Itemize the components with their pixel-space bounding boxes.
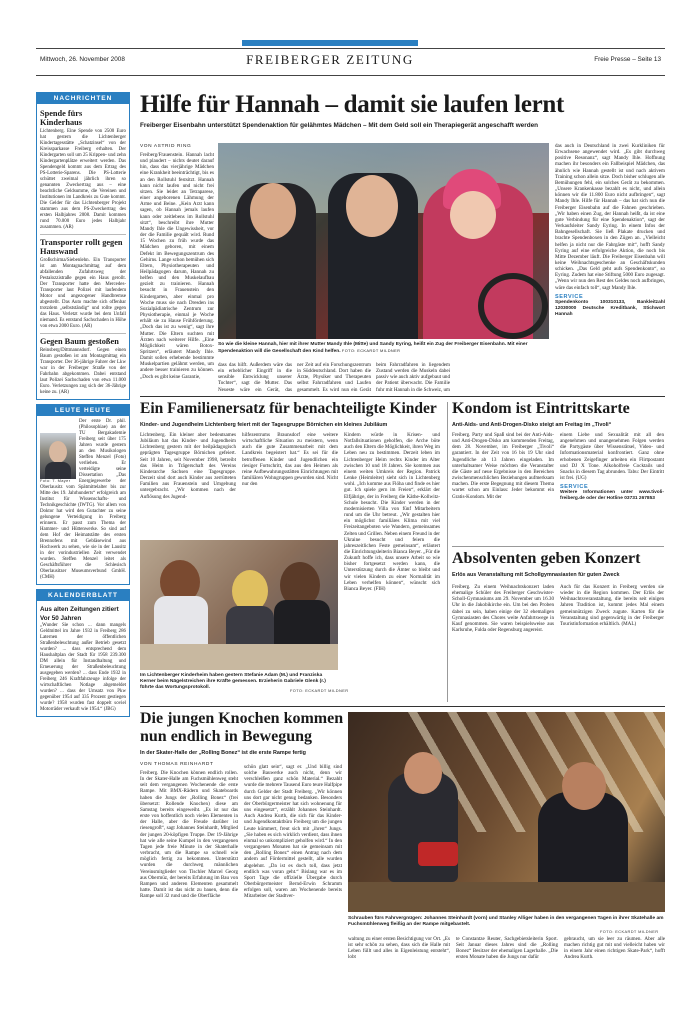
knochen-headline-2: nun endlich in Bewegung <box>140 728 313 745</box>
lead-column-4: beim Fahrradfahren in liegendem Zustand werden die Muskeln dabei passiv wie auch aktiv aufgebaut und der Patient überwacht. Die Familie fuhr mit Hannah in die Schweiz, um <box>376 362 450 392</box>
brief-body: Großschirma/Siebenlehn. Ein Transporter ist am Montagnachmittag auf dem abfallenden Zufahrtsweg der Pestalozzistraße gegen ein Haus gerollt. Der Transporter hatte den Mercedes-Transporter laut Polizei mit laufendem Motor und angezogener Handbremse abgestellt. Das Auto machte sich offenbar trotzdem „selbstständig“ und rollte gegen das Haus. Verletzt wurde bei dem Unfall niemand. Es entstand Sachschaden in Höhe von etwa 2000 Euro. (AR) <box>40 258 126 329</box>
lead-photo-credit: FOTO: ECKARDT MILDNER <box>341 348 401 353</box>
lead-column-3: ner Zeit auf ein Forschungszentrum in Süddeutschland. Dort haben die Ärzte, Physiker und Therapeuten selbst Fahrradfahren und Laufen gesammelt. Es wird nun ein Gerät <box>297 362 371 392</box>
issue-date: Mittwoch, 26. November 2008 <box>40 56 125 63</box>
kondom-service-title: SERVICE <box>560 484 589 491</box>
konzert-headline: Absolventen geben Konzert <box>452 550 641 567</box>
kondom-column-1: Freiberg. Party und Spaß sind bei der Anti-Aids- und Anti-Drogen-Disko am kommenden Freitag, dem 28. November, im Freiberger „Tivoli“ garantiert. In der Zeit von 16 bis 19 Uhr sind Jugendliche ab 13 Jahren eingeladen. Im unterhaltsamer Weise möchten die Veranstalter die Gäste auf neue Ergebnisse in den Bereichen zwischenmenschlichen Beziehungen aufmerksam machen. Die erste Begegnung mit diesem Thema wartet schon am Einlass: Jeder bekommt ein Gratis-Kondom. Mit der <box>452 432 554 500</box>
knochen-column-1 <box>140 762 238 1020</box>
kondom-subheadline: Anti-Aids- und Anti-Drogen-Disko steigt am Freitag im „Tivoli“ <box>452 422 612 428</box>
kalenderblatt-label: KALENDERBLATT <box>37 590 129 601</box>
ferien-column-1: Lichtenberg. Ein kleiner aber bedeutsames Jubiläum hat das Kinder- und Jugendheim Lichtenberg gestern mit der heilpädagogisch geprägten Tagesgruppe Börnichen gefeiert. Seit 10 Jahren, seit November 1998, betreibt das Heim in Trägerschaft des Vereins Kinderarche Sachsen eine Tagesgruppe. Derzeit sind dort auch Kinder aus zerrütteten Familien aus Frauenstein und Umgebung untergebracht. „Wir kommen nach der Auflösung des Jugend- <box>140 432 236 500</box>
konzert-subheadline: Erlös aus Veranstaltung mit Schollgymnasiasten für guten Zweck <box>452 572 620 578</box>
brief-title: Gegen Baum gestoßen <box>40 337 119 346</box>
knochen-column-4: te Constantze Reuter, Sachgebietsleiterin Sport. Seit Januar dieses Jahres sind die „Rolling Bonez“ Besitzer der ehemaligen Lagerhalle. „Die ersten Monate haben die Jungs nur dafür <box>456 936 558 961</box>
knochen-column-3: waltung zu einer ersten Besichtigung vor Ort. „Es ist sehr schön zu sehen, dass sich die Halle mit Leben füllt und alles in Eigenleistung entsteht“, lobt <box>348 936 450 961</box>
kalender-period: Vor 50 Jahren <box>40 615 82 622</box>
ferien-subheadline: Kinder- und Jugendheim Lichtenberg feiert mit der Tagesgruppe Börnichen ein kleines Jubiläum <box>140 422 388 428</box>
lead-column-1 <box>140 144 214 390</box>
portrait-photo <box>40 433 76 479</box>
lead-caption-text: So wie die kleine Hannah, hier mit ihrer Mutter Mandy Ihle (Mitte) und Sandy Eyring, heißt ein Zug der Freiberger Eisenbahn. Mit einer Spendenaktion will die Gesellschaft den Kind helfen. <box>218 342 528 354</box>
brief-body: Reinsberg/Dittmannsdorf. Gegen einen Baum gestoßen ist am Montagmittag ein Transporter. Der 36-jährige Fahrer der Lkw war in der Freiberger Straße von der Fahrbahn abgekommen. Dabei entstand laut Polizei Sachschaden von etwa 11.000 Euro. Verletzungen zog sich der 36-Jährige keine zu. (AR) <box>40 348 126 395</box>
knochen-column-5: gebraucht, um sie leer zu räumen. Aber alle machen richtig gut mit und vielleicht haben wir in einem Jahr einen richtigen Skate-Park“, hofft Andrea Kurth. <box>564 936 665 961</box>
brief-title: Spende fürs Kinderhaus <box>40 109 83 127</box>
leute-heute-label: LEUTE HEUTE <box>37 405 129 416</box>
ferien-caption-text: Im Lichtenberger Kinderheim haben gestern Stefanie Adam (M.) und Franziska Kerner beim Nägelstreichen ihre Kräfte gemessen. Erzieherin Gabriele Glenk (r.) führte das Wortungsprotokoll. <box>140 673 326 690</box>
lead-service-body: Spendenkonto 100310133, Bankleitzahl 12030000 Deutsche Kreditbank, Stichwort Hannah <box>555 299 665 317</box>
knochen-byline: VON THOMAS REINHARDT <box>140 762 214 767</box>
kondom-text-2: einem Liebe und Sexualität mit all den angenehmen und unangenehmen Folgen werden die Partygäste über Wissensrätsel, Video- und Informationsmaterial konfrontiert. Ganz ohne erhobenen Zeigefinger arbeiten ein Flirtpostamt und DJ X Tone. Alkoholfreie Cocktails und Snacks in diesem Tag abrunden. Tabu: Der Eintritt ist frei. (UG) <box>560 432 664 482</box>
lead-text-5: das auch in Deutschland in zwei Kurkliniken für Erwachsene angewendet wird. „Es gibt durchweg positive Resonanz“, sagt Mandy Ihle. Hoffnung machen ihr besonders ein Fallbeispiel Mädchen, das ähnlich wie Hannah gestellt ist und nach aktivem Training schon allein sitze. Doch bisher schlugen alle Bemühungen fehl, ein solches Gerät zu bekommen. „Unsere Krankenkasse bezahlt es nicht, und allein können wir die 11.800 Euro nicht aufbringen“, sagt Mandy Ihle. Hilfe für Hannah – das hat sich nun die Freiberger Eisenbahn auf die Fahnen geschrieben. „Wir haben einen Zug, der Hannah heißt, da ist eine gute Verbindung für eine Spendenaktion“, sagt der Verkaufsleiter Sandy Eyring. In einem Infos der Bahngesellschaft. Sie ließ Plakate drucken und brachte Spendenboxen in den Zügen an. „Vielleicht helfen ja nicht nur die Fahrgäste mit“, hofft Sandy Eyring auf eine erfolgreiche Aktion, die noch bis Mitte Dezember läuft. Die Freiberger Eisenbahn will keine Weihnachtsgeschenke an Geschäftskunden schicken. „Das Geld geht aufs Spendenkonto“, so Eyring. Zudem hat eine Stiftung 5000 Euro zugesagt. „Wenn wir nun den Rest des Geldes noch aufbringen, wäre das einfach toll“, sagt Mandy Ihle. <box>555 143 665 291</box>
ferien-column-2: hilfezentrums Braunsdorf eine weitere wirtschaftliche Situation zu meistern, wenn auch die gute Zusammenarbeit mit dem Landkreis begeistert hat.“ Es sei für die betroffenen Kinder und Jugendlichen ein riesiger Fortschritt, das aus den Heimen als reine Aufbewahrungsstätten Einrichtungen mit familiären Wohngruppen geworden sind. Nicht nur den <box>242 432 338 488</box>
ferien-photo-credit: FOTO: ECKARDT MILDNER <box>290 688 349 693</box>
kalenderblatt-box <box>36 589 130 717</box>
leute-heute-box <box>36 404 130 585</box>
newspaper-title: FREIBERGER ZEITUNG <box>246 52 414 67</box>
lead-text-1: Freiberg/Frauenstein. Hannah lacht und plaudert – nichts deutet darauf hin, dass das vierjährige Mädchen eine Krankheit beeinträchtigt, bis es an den Rollstuhl festsitzt. Hannah kann nicht laufen und nicht frei sitzen. Sie leidet an Tetraparese, einer angeborenen Lähmung der Arme und Beine. „Kein Arzt kann sagen, ob Hannah jemals laufen kann oder zeitlebens im Rollstuhl sitzt“, beschreibt ihre Mutter Mandy Ihle die Ungewissheit, vor der die Familie gequält wird. Rund 15 Wochen zu früh wurde das Mädchen geboren, mit einem Defekt im Bewegungszentrum des Gehirns. Lange schon bemühen sich Eltern, Physiotherapeuten und Heilpädagogen darum, Hannah zu helfen und den Muskelaufbau gezielt zu trainieren. Hannah besucht in Frauenstein den Kindergarten, aber einmal pro Woche muss sie nach Dresden ins Sozialpädiatrische Zentrum zur Physiotherapie, einmal je Woche erhält sie zu Hause Frühförderung. „Doch das ist zu wenig“, sagt ihre Mutter. Die Eltern suchten mit Ärzten nach weiterer Hilfe. „Eine Möglichkeit wären Botox-Spritzen“, erläutert Mandy Ihle. Damit sollen erhebende bestimmte Muskelpartien gelähmt werden, um andere besser trainieren zu können. „Doch es gibt keine Garantie, <box>140 152 214 380</box>
nachrichten-box <box>36 92 130 400</box>
lead-column-4b <box>455 362 547 392</box>
section-divider <box>140 396 665 397</box>
section-divider <box>452 546 664 547</box>
konzert-column-2: Auch für das Konzert in Freiberg werden sie wieder in die Region kommen. Der Erlös der Weihnachtsveranstaltung, die bereits seit einigen Jahren Tradition ist, kommt jedes Mal einem gemeinnützigen Zweck zugute. Karten für die Veranstaltung sind gegenwärtig in der Freiberger Touristinformation erhältlich. (MAL) <box>560 584 664 627</box>
lead-photo <box>218 143 549 339</box>
lead-column-2: dass das hilft. Außerdem wäre das ein erheblicher Eingriff in die sensible Entwicklung unserer Tochter“, sagt die Mutter. Das Neueste wäre ein Gerät, das <box>218 362 292 392</box>
kalender-body: „Wunder Sie schon ... dann mangels Geldmittel im Jahre 1932 in Freiberg 286 Laternen der öffentlichen Straßenbeleuchtung außer Betrieb gesetzt wurden? ... dass entsprechend dem Haushaltplan der Stadt für 1958 239.300 DM allein für Instandhaltung und Erneuerung der Straßenbeleuchtung ausgegeben werden? ... dass Ende 1932 in Freiberg 246 Kraftfahrzeuge infolge der wirtschaftlichen Notlage abgemeldet wurden? ... dass der Umsatz von Pkw gegenüber 1954 auf 335 Prozent gestiegen wurde? 1958 wurden fast doppelt soviel Motorräder verkauft wie 1954.“ (JBG) <box>40 623 126 712</box>
knochen-headline-1: Die jungen Knochen kommen <box>140 710 344 727</box>
ferien-column-3: Kindern würde in Krisen- und Notfallsituationen geholfen, die Arche böte auch den Eltern die Möglichkeit, ihren Weg im Leben neu zu bestimmen. Derzeit leben im Lichtenberger Heim rechts Kinder im Alter zwischen 10 und 18 Jahren. Sie kommen aus einem weiten Umkreis der Region. Patrick Lenke (Heimleiter) sieht sich in Lichtenberg wohl. „Ich komme aus Flöha und finde es hier gut. Ich spiele gern im Freien“, erklärt der Elfjährige, der in Freiberg die Käthe-Kollwitz-Schule besucht. Die Kinder werden in der modernisierten Villa von fünf Mitarbeitern rund um die Uhr betreut. „Wir gestalten hier ein möglichst familiäres Klima mit viel Freizeitangeboten wie Wandern, gemeinsames Zelten und Grillen. Neben einem Freund in der Ukraine besucht und feiern die jahreszeitlichen Feste gemeinsam“, erläutert die Einrichtungsleiterin Bianca Beyer. „Für die Zukunft hoffe ich, dass unsere Arbeit so wie bisher fortgesetzt werden kann, die Unterstützung durch die Ämter so bleibt und wir vielen Kindern zu einer Normalität im Leben verhelfen können“, wünscht sich Bianca Beyer. (FIH) <box>344 432 440 592</box>
column-divider <box>447 402 448 702</box>
knochen-subheadline: In der Skater-Halle der „Rolling Bonez“ ist die erste Rampe fertig <box>140 750 306 756</box>
kalender-subtitle: Aus alten Zeitungen zitiert <box>40 606 119 613</box>
brief-body: Lichtenberg. Eine Spende von 2500 Euro hat gestern die Lichtenberger Kindertagesstätte „Schatzinsel“ von der Kreissparkasse Freiberg erhalten. Der Kindergarten soll um 25 Krippen- und zehn Kindergartenplätze erweitert werden. Das Spendengeld kommt aus dem Ertrag des PS-Lotterie-Sparens. Die PS-Lotterie schüttet zweimal jährlich ihren so genannten Zweckertrag aus – eine beachtliche Geldsumme, die Vereinen und Institutionen im Landkreis zu Gute kommt. Die Gelder für das Lichtenberger Projekt stammen aus dem PS-Zweckertrag des ersten Halbjahres 2008. Damit kommen rund 70.000 Euro jedes Halbjahr zusammen. (AR) <box>40 129 126 230</box>
ferien-photo <box>140 540 338 670</box>
ferien-headline: Ein Familienersatz für benachteiligte Kinder <box>140 400 437 417</box>
kondom-headline: Kondom ist Eintrittskarte <box>452 400 630 417</box>
knochen-column-2: schön glatt sein“, sagt er. „Und billig sind solche Bauwerke auch nicht, denn wir verschleißen ganz schön Material.“ Bezahlt wurde die mehrere Tausend Euro teure Halfpipe durch Gelder der Stadt Freiberg. „Wir können uns dort gar nicht genug bedanken. Besonders der Oberbürgermeister hat sich wohnenung für uns eingesetzt“, erzählt Johannes Steinhardt. Auch Andrea Kurth, die sich für das Kinder- und Jugendkontaktbüro Freiberg um die jungen Leute kümmert, freut sich mit „ihren“ Jungs. „Sie haben es sich wirklich verdient, dass ihnen einmal so unkompliziert geholfen wird.“ In den vergangenen Monaten hat sie gemeinsam mit den „Rolling Bonez“ einen Antrag nach dem andern auf Fördermittel gestellt, alle wurden abgelehnt. „Da ist es doch toll, dass jetzt endlich was voran geht.“ Bislang war es im Sport Tage die offizielle Übergabe durch Oberbürgermeister Bernd-Erwin Schramm erfolgen soll, waren am Wochenende bereits Mitarbeiter der Stadtver- <box>244 764 342 900</box>
lead-service-title: SERVICE <box>555 293 584 300</box>
page-number: Freie Presse – Seite 13 <box>594 56 661 63</box>
lead-column-5 <box>555 143 665 393</box>
lead-headline: Hilfe für Hannah – damit sie laufen lernt <box>140 91 565 118</box>
section-divider <box>140 706 665 707</box>
lead-subheadline: Freiberger Eisenbahn unterstützt Spendenaktion für gelähmtes Mädchen – Mit dem Geld soll ein Therapiegerät angeschafft werden <box>140 122 539 129</box>
leute-heute-body: Der erste Dr. phil. (Philosophiae) an der TU Bergakademie Freiberg seit über 175 Jahren wurde gestern an den Musikologen Steffen Menzel (Foto) verliehen. Er verteidigte seine Dissertation „Das Energiegewerbe der Oberlausitz vom Spätmittelalter bis zur Mitte des 19. Jahrhunderts“ erfolgreich am Institut für Wissenschafts- und Technikgeschichte (IWTG). Vor allem von Doktor hat wird den Gutachter zu seine gelungene Verteidigung in Freiberg erinnern. Er passt zum Thema der Hammer- und Hüttenwerke. So sind auf dem Hof der Heimatstätte des ersten Brennofens mit Gebläsewind aus Hochwerk zu sehen, wie sie in der Lausitz in der vorindustriellen Zeit verwendet wurden. Steffen Menzel leitet als Geschäftsführer die Schlesisch Oberlausitzer Museumsverbund GmbH. (CMH) <box>40 419 126 580</box>
konzert-column-1: Freiberg. Zu einem Weihnachtskonzert laden ehemalige Schüler des Freiberger Geschwister-Scholl-Gymnasiums am 29. November um 16.30 Uhr in die Jakobikirche ein. Um bei den Proben dabei zu sein, haben einige der 32 ehemaligen Gymnasiasten des Chores weite Anfahrtswege in Kauf genommen. Sie waren beispielsweise aus Karlsruhe, Fulda oder Regensburg angereist. <box>452 584 554 634</box>
nachrichten-label: NACHRICHTEN <box>37 93 129 104</box>
knochen-caption: Schrauben fürs Fahrvergnügen: Johannes Steinhardt (vorn) und Stanley Alliger haben in den vergangenen Tagen in ihrer Skatehalle am Fuchsmühlenweg fleißig an der Rampe mitgebastelt. <box>348 916 664 927</box>
news-sidebar <box>36 92 130 721</box>
knochen-photo <box>348 712 665 912</box>
lead-caption <box>218 342 549 355</box>
knochen-text-1: Freiberg. Die Knochen können endlich rollen. In der Skater-Halle am Fuchsmühlenweg steht seit dem vergangenen Wochenende die erste Rampe. Mit BMX-Rädern und Skateboards haben die Jungs der „Rolling Bonez“ (frei übersetzt: Rollende Knochen) diese am Samstag bereits eingeweiht. „Es ist nur das erste von hoffentlich noch vielen Elementen in der Halle, aber die Freude darüber ist riesengroß“, sagt Johannes Steinhardt, Mitglied der jungen 20-köpfigen Truppe. Der 19-Jährige hat wie alle seine Kumpel in den vergangenen Tagen jede freie Minute in der Skaterhalle verbracht, um die Rampe so schnell wie möglich fertig zu bekommen. Unterstützt wurden die durchweg männlichen Vereinsmitglieder von Tischler Marcel Georg aus Obermüz, der bereits Erfahrung im Bau von Rampen und anderen Elementen gesammelt hatte. Damit ist das nicht zu bauen, denn die Rampe soll 32 rund und die Oberfläche <box>140 770 238 900</box>
brief-title: Transporter rollt gegen Hauswand <box>40 238 123 256</box>
knochen-photo-credit: FOTO: ECKARDT MILDNER <box>600 929 659 934</box>
masthead-accent-bar <box>242 40 418 46</box>
portrait-credit: Foto: T. Mayer <box>40 478 71 483</box>
kondom-column-2 <box>560 432 664 540</box>
lead-byline: VON ASTRID RING <box>140 144 192 149</box>
kondom-service-body: Weitere Informationen unter www.tivoli-freiberg.de oder der Hotline 03731 267853 <box>560 490 664 502</box>
